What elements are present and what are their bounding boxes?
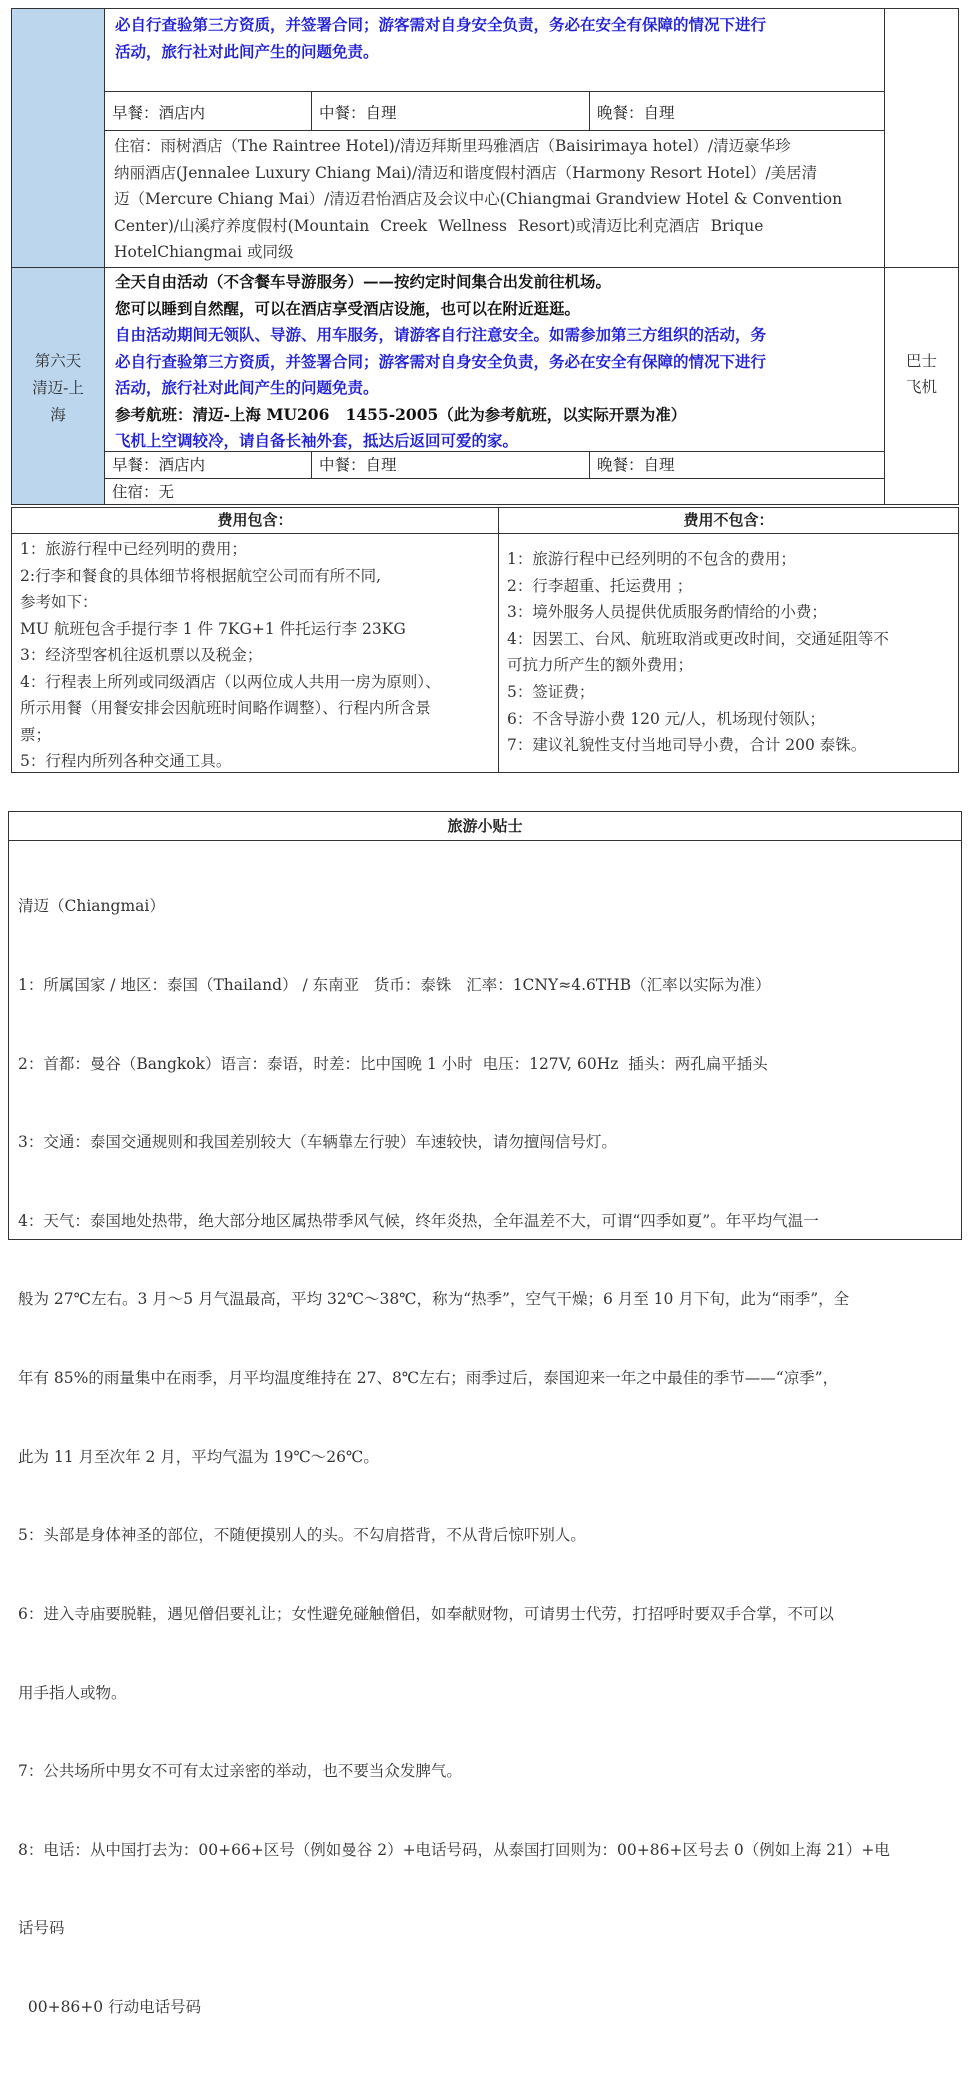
excluded-item: 5：签证费； <box>507 682 595 701</box>
tips-line: 2：首都：曼谷（Bangkok）语言：泰语，时差：比中国晚 1 小时 电压：127V, 60Hz 插头：两孔扁平插头 <box>18 1054 768 1073</box>
day6-label-line: 海 <box>50 406 66 424</box>
tips-line: 清迈（Chiangmai） <box>18 897 165 916</box>
included-item: 2:行李和餐食的具体细节将根据航空公司而有所不同, <box>20 566 382 585</box>
tips-line: 话号码 <box>18 1919 65 1938</box>
excluded-item: 可抗力所产生的额外费用； <box>507 656 694 675</box>
day5-hotel-line: 纳丽酒店(Jennalee Luxury Chiang Mai)/清迈和谐度假村酒店（Harmony Resort Hotel）/美居清 <box>114 163 818 182</box>
day5-lunch: 中餐：自理 <box>311 91 590 131</box>
included-item: 5：行程内所列各种交通工具。 <box>20 752 232 770</box>
day5-notice-line: 必自行查验第三方资质，并签署合同；游客需对自身安全负责，务必在安全有保障的情况下进行 <box>115 15 767 34</box>
day5-sidebar <box>11 8 105 268</box>
day6-sidebar <box>11 267 105 505</box>
tips-line: 4：天气：泰国地处热带，绝大部分地区属热带季风气候，终年炎热，全年温差不大，可谓“四季如夏”。年平均气温一 <box>18 1211 819 1230</box>
included-item: 参考如下： <box>20 593 98 611</box>
day6-breakfast: 早餐：酒店内 <box>104 451 312 479</box>
tips-line: 8：电话：从中国打去为：00+66+区号（例如曼谷 2）+电话号码，从泰国打回则为：00+86+区号去 0（例如上海 21）+电 <box>18 1840 890 1859</box>
fees-included-title: 费用包含： <box>11 507 499 534</box>
day5-hotel-line: 迈（Mercure Chiang Mai）/清迈君怡酒店及会议中心(Chiangmai Grandview Hotel & Convention <box>114 190 843 208</box>
excluded-item: 3：境外服务人员提供优质服务酌情给的小费； <box>507 603 827 622</box>
tips-line: 1：所属国家 / 地区：泰国（Thailand） / 东南亚 货币：泰铢 汇率：1CNY≈4.6THB（汇率以实际为准） <box>18 976 771 995</box>
transport-bus: 巴士 <box>905 352 937 370</box>
day6-label-line: 第六天 <box>34 352 82 370</box>
day6-hotel: 住宿：无 <box>104 478 885 505</box>
day6-notice-line: 自由活动期间无领队、导游、用车服务，请游客自行注意安全。如需参加第三方组织的活动，务 <box>115 325 767 344</box>
day6-cold-notice: 飞机上空调较冷，请自备长袖外套，抵达后返回可爱的家。 <box>115 431 519 450</box>
day5-hotel-line: 住宿：雨树酒店（The Raintree Hotel)/清迈拜斯里玛雅酒店（Baisirimaya hotel）/清迈豪华珍 <box>114 137 791 155</box>
included-item: 所示用餐（用餐安排会因航班时间略作调整）、行程内所含景 <box>20 699 431 717</box>
tips-line: 00+86+0 行动电话号码 <box>18 1997 202 2016</box>
included-item: 票； <box>20 725 52 744</box>
fees-included-cell <box>11 533 499 773</box>
tips-title: 旅游小贴士 <box>8 811 962 841</box>
day6-sleep-in: 您可以睡到自然醒，可以在酒店享受酒店设施，也可以在附近逛逛。 <box>115 298 581 318</box>
excluded-item: 2：行李超重、托运费用 ； <box>507 576 693 595</box>
included-item: 1：旅游行程中已经列明的费用； <box>20 540 247 558</box>
tips-line: 年有 85%的雨量集中在雨季，月平均温度维持在 27、8℃左右；雨季过后，泰国迎来一年之中最佳的季节——“凉季”， <box>18 1369 839 1388</box>
day5-notice-cell <box>104 8 885 92</box>
day6-notice-line: 必自行查验第三方资质，并签署合同；游客需对自身安全负责，务必在安全有保障的情况下进行 <box>115 351 767 371</box>
tips-line: 6：进入寺庙要脱鞋，遇见僧侣要礼让；女性避免碰触僧侣，如奉献财物，可请男士代劳，打招呼时要双手合掌，不可以 <box>18 1604 834 1623</box>
tips-line: 用手指人或物。 <box>18 1683 127 1702</box>
day6-dinner: 晚餐：自理 <box>589 451 885 479</box>
tips-line: 3：交通：泰国交通规则和我国差别较大（车辆靠左行驶）车速较快，请勿擅闯信号灯。 <box>18 1133 617 1152</box>
included-item: 3：经济型客机往返机票以及税金； <box>20 646 263 664</box>
day5-breakfast: 早餐：酒店内 <box>104 91 312 131</box>
fees-excluded-title: 费用不包含： <box>498 507 959 534</box>
tips-line: 7：公共场所中男女不可有太过亲密的举动，也不要当众发脾气。 <box>18 1762 462 1781</box>
day5-dinner: 晚餐：自理 <box>589 91 885 131</box>
excluded-item: 4：因罢工、台风、航班取消或更改时间，交通延阻等不 <box>507 629 889 648</box>
included-item: MU 航班包含手提行李 1 件 7KG+1 件托运行李 23KG <box>20 619 406 638</box>
tips-line: 此为 11 月至次年 2 月，平均气温为 19℃～26℃。 <box>18 1447 379 1466</box>
excluded-item: 7：建议礼貌性支付当地司导小费，合计 200 泰铢。 <box>507 736 867 755</box>
day6-transport-cell <box>884 267 959 505</box>
day5-transport-cell <box>884 8 959 268</box>
excluded-item: 1：旅游行程中已经列明的不包含的费用； <box>507 550 796 568</box>
day6-description-cell <box>104 267 885 452</box>
day6-free-activity: 全天自由活动（不含餐车导游服务）——按约定时间集合出发前往机场。 <box>115 272 612 291</box>
day6-notice-line: 活动，旅行社对此间产生的问题免责。 <box>115 378 379 397</box>
day5-hotel-cell <box>104 130 885 268</box>
day5-hotel-line: HotelChiangmai 或同级 <box>114 243 294 261</box>
tips-cell <box>8 840 962 2016</box>
day6-lunch: 中餐：自理 <box>311 451 590 479</box>
tips-line: 般为 27℃左右。3 月～5 月气温最高，平均 32℃～38℃，称为“热季”，空气干燥；6 月至 10 月下旬，此为“雨季”，全 <box>18 1290 850 1309</box>
day5-hotel-line: Center)/山溪疗养度假村(Mountain Creek Wellness Resort)或清迈比利克酒店 Brique <box>114 216 764 235</box>
fees-excluded-cell <box>498 533 959 773</box>
included-item: 4：行程表上所列或同级酒店（以两位成人共用一房为原则）、 <box>20 672 441 691</box>
tips-line: 5：头部是身体神圣的部位，不随便摸别人的头。不勾肩搭背，不从背后惊吓别人。 <box>18 1526 586 1545</box>
day5-notice-line: 活动，旅行社对此间产生的问题免责。 <box>115 41 379 61</box>
day6-flight: 参考航班：清迈-上海 MU206 1455-2005（此为参考航班，以实际开票为准） <box>115 404 687 424</box>
excluded-item: 6：不含导游小费 120 元/人，机场现付领队； <box>507 709 826 728</box>
transport-plane: 飞机 <box>905 378 937 396</box>
day6-label-line: 清迈-上 <box>32 379 84 397</box>
